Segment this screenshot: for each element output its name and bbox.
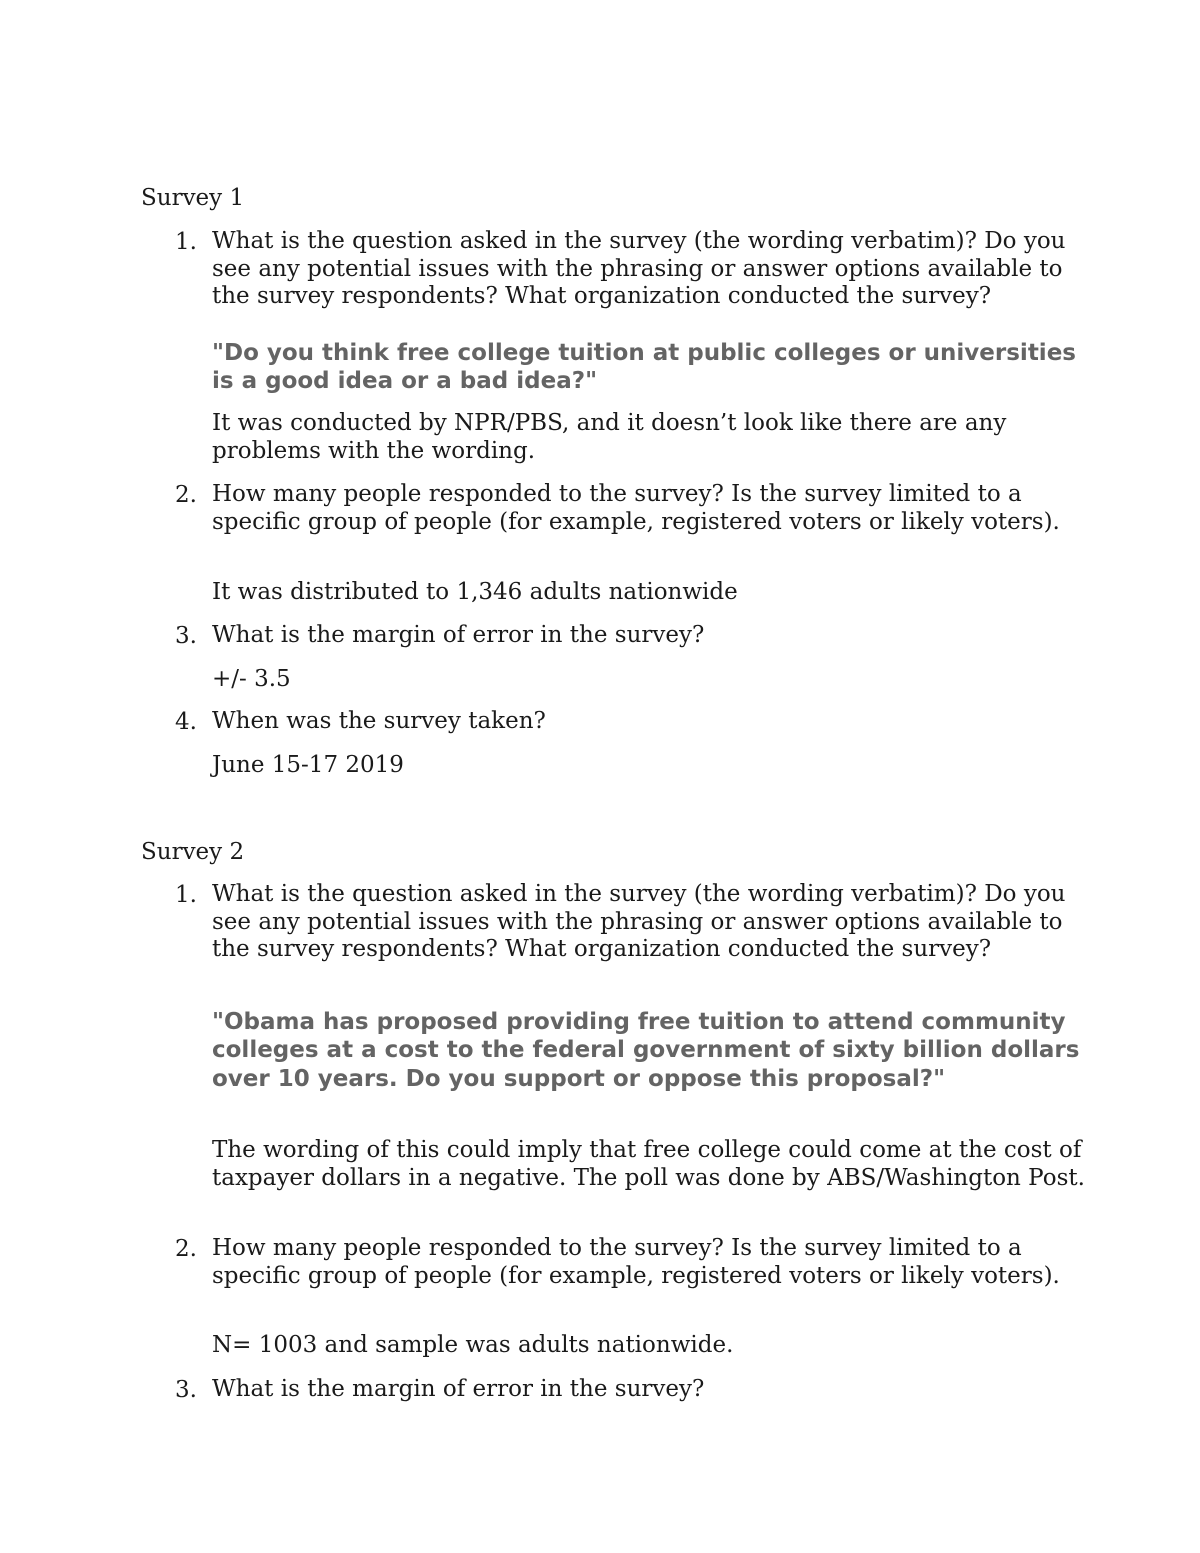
list-number: 2. [175, 1236, 197, 1262]
question-text: When was the survey taken? [212, 708, 546, 734]
question-text: How many people responded to the survey? Is the survey limited to a specific group of people (for example, registered voters or likely voters). [212, 1235, 1060, 1289]
survey-1-heading: Survey 1 [141, 185, 245, 211]
survey-2-quoted-question: "Obama has proposed providing free tuition to attend community colleges at a cost to the federal government of sixty billion dollars over 10 years. Do you support or oppose this proposal?" [212, 1009, 1080, 1092]
survey-1-answer-2: It was distributed to 1,346 adults nationwide [212, 579, 738, 605]
list-number: 2. [175, 482, 197, 508]
list-number: 1. [175, 882, 197, 908]
list-number: 1. [175, 229, 197, 255]
survey-2-answer-1: The wording of this could imply that free college could come at the cost of taxpayer dollars in a negative. The poll was done by ABS/Washington Post. [212, 1137, 1085, 1191]
question-text: What is the margin of error in the survey? [212, 622, 705, 648]
list-number: 3. [175, 623, 197, 649]
list-number: 3. [175, 1377, 197, 1403]
list-number: 4. [175, 709, 197, 735]
survey-1-answer-4: June 15-17 2019 [212, 752, 404, 778]
survey-2-answer-2: N= 1003 and sample was adults nationwide. [212, 1332, 734, 1358]
survey-1-answer-1: It was conducted by NPR/PBS, and it doesn’t look like there are any problems with the wording. [212, 410, 1007, 464]
question-text: How many people responded to the survey? Is the survey limited to a specific group of people (for example, registered voters or likely voters). [212, 481, 1060, 535]
survey-2-heading: Survey 2 [141, 839, 245, 865]
question-text: What is the question asked in the survey (the wording verbatim)? Do you see any potential issues with the phrasing or answer options available to the survey respondents? What organization conducted the survey? [212, 228, 1066, 309]
question-text: What is the margin of error in the survey? [212, 1376, 705, 1402]
survey-1-answer-3: +/- 3.5 [212, 666, 291, 692]
survey-1-quoted-question: "Do you think free college tuition at public colleges or universities is a good idea or a bad idea?" [212, 340, 1076, 395]
question-text: What is the question asked in the survey (the wording verbatim)? Do you see any potential issues with the phrasing or answer options available to the survey respondents? What organization conducted the survey? [212, 881, 1066, 962]
